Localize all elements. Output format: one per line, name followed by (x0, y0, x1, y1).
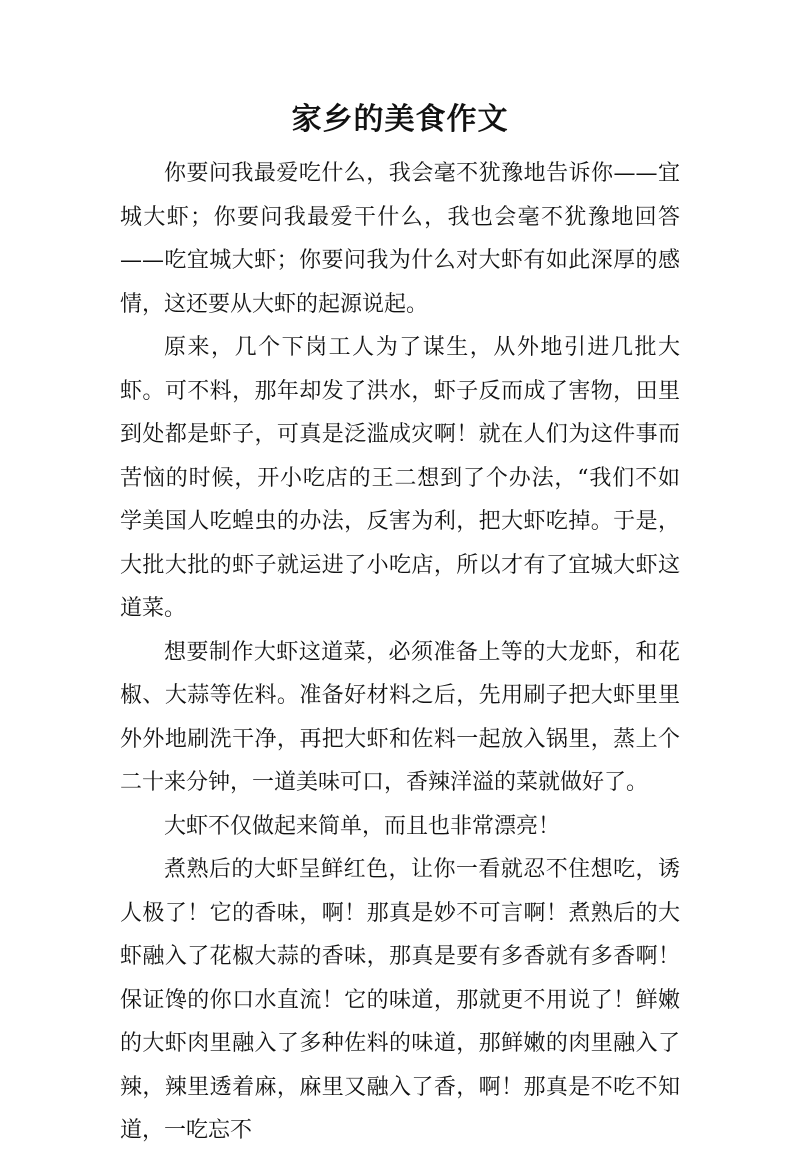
paragraph: 煮熟后的大虾呈鲜红色，让你一看就忍不住想吃，诱人极了！它的香味，啊！那真是妙不可言啊！煮熟后的大虾融入了花椒大蒜的香味，那真是要有多香就有多香啊！保证馋的你口水直流！它的味道，那就更不用说了！鲜嫩的大虾肉里融入了多种佐料的味道，那鲜嫩的肉里融入了辣，辣里透着麻，麻里又融入了香，啊！那真是不吃不知道，一吃忘不 (120, 857, 680, 1143)
paragraph: 大虾不仅做起来简单，而且也非常漂亮！ (164, 813, 561, 839)
paragraph: 原来，几个下岗工人为了谋生，从外地引进几批大虾。可不料，那年却发了洪水，虾子反而成了害物，田里到处都是虾子，可真是泛滥成灾啊！就在人们为这件事而苦恼的时候，开小吃店的王二想到了个办法，“我们不如学美国人吃蝗虫的办法，反害为利，把大虾吃掉。于是，大批大批的虾子就运进了小吃店，所以才有了宜城大虾这道菜。 (120, 335, 680, 621)
document-body (120, 152, 680, 1153)
paragraph: 想要制作大虾这道菜，必须准备上等的大龙虾，和花椒、大蒜等佐料。准备好材料之后，先用刷子把大虾里里外外地刷洗干净，再把大虾和佐料一起放入锅里，蒸上个二十来分钟，一道美味可口，香辣洋溢的菜就做好了。 (120, 639, 680, 795)
paragraph: 你要问我最爱吃什么，我会毫不犹豫地告诉你——宜城大虾；你要问我最爱干什么，我也会毫不犹豫地回答——吃宜城大虾；你要问我为什么对大虾有如此深厚的感情，这还要从大虾的起源说起。 (120, 161, 680, 317)
document-title: 家乡的美食作文 (291, 102, 509, 137)
